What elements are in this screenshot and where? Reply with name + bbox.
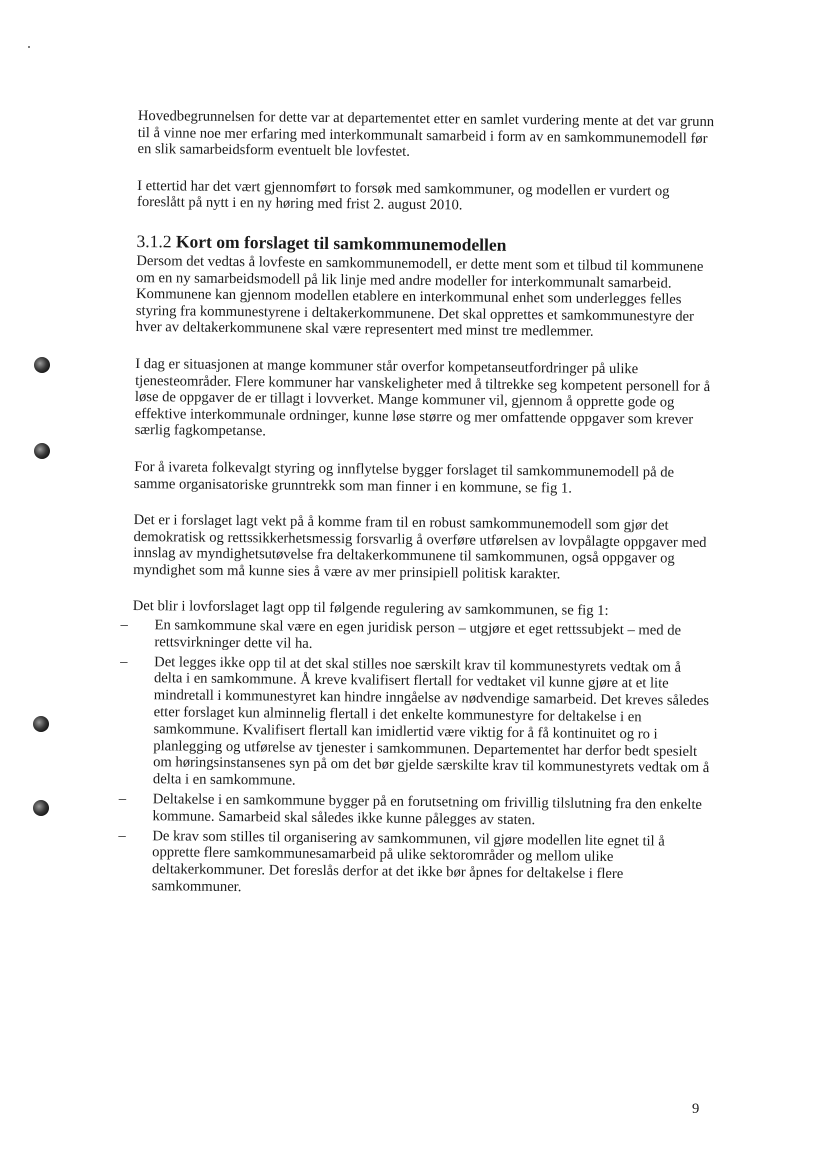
paragraph-situation: I dag er situasjonen at mange kommuner står overfor kompetanseutfordringer på ulike tjenesteområder. Flere kommuner har vanskeligheter med å tiltrekke seg kompetent personell for å løse de oppgaver de er tillagt i lovverket. Mange kommuner vil, gjennom å opprette gode og effektive interkommunale ordninger, kunne løse større og mer omfattende oppgaver som krever særlig fagkompetanse. bbox=[134, 355, 711, 440]
list-item bbox=[118, 827, 711, 901]
paragraph-followup: I ettertid har det vært gjennomført to forsøk med samkommuner, og modellen er vurdert og foreslått på nytt i en ny høring med frist 2. august 2010. bbox=[136, 177, 670, 214]
scan-speck bbox=[28, 46, 30, 48]
paragraph-governance: For å ivareta folkevalgt styring og innflytelse bygger forslaget til samkommunemodell på de samme organisatoriske grunntrekk som man finner i en kommune, se fig 1. bbox=[133, 458, 675, 497]
list-item-text: Deltakelse i en samkommune bygger på en forutsetning om frivillig tilslutning fra den enkelte kommune. Samarbeid skal således ikke kunne pålegges av staten. bbox=[152, 791, 702, 829]
section-title: Kort om forslaget til samkommunemodellen bbox=[175, 231, 507, 255]
page-content bbox=[118, 108, 718, 904]
section-number: 3.1.2 bbox=[136, 230, 172, 252]
regulation-list bbox=[118, 616, 713, 901]
list-item bbox=[120, 653, 712, 794]
list-item bbox=[118, 790, 710, 831]
dash-bullet: – bbox=[118, 827, 126, 844]
punch-hole-1 bbox=[34, 357, 50, 373]
list-item-text: De krav som stilles til organisering av samkommunen, vil gjøre modellen lite egnet til å opprette flere samkommunesamarbeid på ulike sektorområder og mellom ulike deltakerkommuner. Det foreslås derfor at det ikke bør åpnes for deltakelse i flere samkommuner. bbox=[151, 827, 665, 896]
punch-hole-4 bbox=[33, 800, 49, 816]
punch-hole-2 bbox=[34, 443, 50, 459]
paragraph-proposal: Dersom det vedtas å lovfeste en samkommunemodell, er dette ment som et tilbud til kommunene om en ny samarbeidsmodell på lik linje med andre modeller for interkommunalt samarbeid. Kommunene kan gjennom modellen etablere en interkommunal enhet som underlegges felles styring fra kommunestyrene i deltakerkommunene. Det skal opprettes et samkommunestyre der hver av deltakerkommunene skal være representert med minst tre medlemmer. bbox=[135, 252, 704, 341]
list-item-text: En samkommune skal være en egen juridisk person – utgjøre et eget rettssubjekt – med de rettsvirkninger dette vil ha. bbox=[154, 617, 682, 652]
list-item bbox=[120, 616, 712, 657]
dash-bullet: – bbox=[120, 653, 128, 670]
dash-bullet: – bbox=[118, 790, 127, 807]
list-item-text: Det legges ikke opp til at det skal stilles noe særskilt krav til kommunestyrets vedtak om å delta i en samkommune. Å kreve kvalifisert flertall for vedtaket vil kunne gjøre at et lite mindretall i kommunestyret kan hindre inngåelse av nødvendige samarbeid. Det kreves således etter forslaget kun alminnelig flertall i det enkelte kommunestyre for deltakelse i en samkommune. Kvalifisert flertall kan imidlertid være viktig for å få kontinuitet og ro i planlegging og utførelse av tjenester i samkommunen. Departementet har derfor bedt spesielt om høringsinstansenes syn på om det bør gjelde særskilte krav til kommunestyrets vedtak om å delta i en samkommune. bbox=[152, 653, 710, 789]
page-number: 9 bbox=[692, 1101, 700, 1117]
dash-bullet: – bbox=[120, 616, 128, 633]
paragraph-intro: Hovedbegrunnelsen for dette var at departementet etter en samlet vurdering mente at det var grunn til å vinne noe mer erfaring med interkommunalt samarbeid i form av en samkommunemodell før en slik samarbeidsform eventuelt ble lovfestet. bbox=[137, 108, 715, 161]
paragraph-robust-model: Det er i forslaget lagt vekt på å komme fram til en robust samkommunemodell som gjør det demokratisk og rettssikkerhetsmessig forsvarlig å overføre utførelsen av lovpålagte oppgaver med innslag av myndighetsutøvelse fra deltakerkommunene til samkommunen, også oppgaver og myndighet som må kunne sies å være av mer prinsipiell politisk karakter. bbox=[133, 512, 707, 583]
paragraph-regulation-intro: Det blir i lovforslaget lagt opp til følgende regulering av samkommunen, se fig 1: bbox=[132, 598, 609, 620]
punch-hole-3 bbox=[33, 716, 49, 732]
